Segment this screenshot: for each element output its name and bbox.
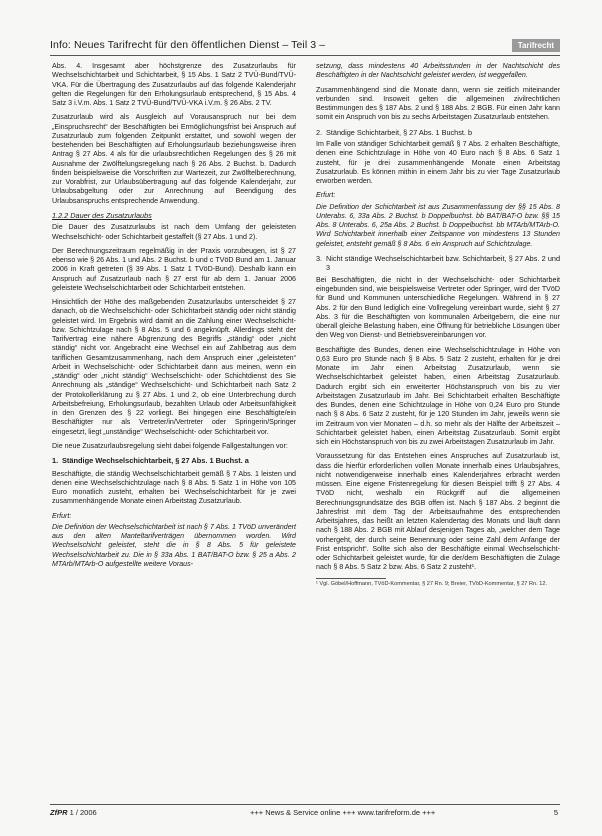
numbered-heading	[52, 456, 296, 466]
paragraph: Abs. 4. Insgesamt aber höchstgrenze des Zusatzurlaubs für Wechselschichtarbeit und Schichtarbeit, § 15 Abs. 1 Satz 2 TVÜ-Bund/TVÜ-VKA. Für die Übertragung des Zusatzurlaubs auf das folgende Kalenderjahr gelten die Regelungen für den Erholungsurlaub entsprechend, § 15 Abs. 4 Satz 3 i.V.m. Abs. 1 Satz 2 TVÜ-Bund/TVÜ-VKA i.V.m. § 26 Abs. 2 TV.	[52, 62, 296, 107]
paragraph: Der Berechnungszeitraum regelmäßig in der Praxis vorzubeugen, ist § 27 ebenso wie § 26 Abs. 1 und Abs. 2 Buchst. b und c TVöD Bund am 1. Januar 2006 in Kraft getreten (§ 39 Abs. 1 Satz 1 TVöD-Bund). Deshalb kann ein Anspruch auf Zusatzurlaub nach § 27 erst für ab dem 1. Januar 2006 geleistete Wechselschichtarbeit oder Schichtarbeit entstehen.	[52, 246, 296, 292]
heading-number: 3.	[316, 253, 323, 263]
header-title: Info: Neues Tarifrecht für den öffentlichen Dienst – Teil 3 –	[50, 39, 326, 51]
left-column	[52, 62, 296, 574]
issue-number: 1 / 2006	[69, 808, 97, 817]
paragraph: Bei Beschäftigten, die nicht in der Wechselschicht- oder Schichtarbeit eingebunden sind, wie beispielsweise Vertreter oder Springer, wird der TVöD für Bund und Kommunen unterschiedliche Regelungen. Während in § 27 Abs. 2 für den Bund lediglich eine Vollregelung vereinbart wurde, sieht § 27 Abs. 3 für die Beschäftigten von kommunalen Arbeitgebern, die eine nur überall gleiche Belastung haben, eine Öffnung für betriebliche Lösungen über den Weg von Dienst- und Betriebsvereinbarungen vor.	[316, 275, 560, 340]
paragraph: Die Dauer des Zusatzurlaubs ist nach dem Umfang der geleisteten Wechselschicht- oder Schichtarbeit gestaffelt (§ 27 Abs. 1 und 2).	[52, 223, 296, 241]
example-label: Erfurt:	[52, 511, 72, 520]
paragraph: Voraussetzung für das Entstehen eines Anspruches auf Zusatzurlaub ist, dass die hierfür erforderlichen vollen Monate innerhalb eines Urlaubsjahres, nicht notwendigerweise innerhalb eines Kalenderjahres erbracht werden müssen. Eine eigene Fristenregelung für diesen Beispiel trifft § 27 Abs. 4 TVöD nicht, weshalb ein Rückgriff auf die allgemeinen Berechnungsgrundsätze des BGB offen ist. Nach § 187 Abs. 2 beginnt die Jahresfrist mit dem Tag der Arbeitsaufnahme des entsprechenden Arbeitsjahres, das heißt an letzten Kalendertag des Monats und läuft dann nach § 188 Abs. 2 BGB mit Ablauf desjenigen Tages ab, „welcher dem Tage vorhergeht, der durch seine Benennung oder seine Zahl dem Anfange der Frist entspricht“. Sollte sich also der Beschäftigte einmal Wechselschicht- oder Schichtarbeit geleistet wurde, für die der/dem Beschäftigten die Zulage nach § 8 Abs. 5 Satz 2 bzw. Abs. 6 Satz 2 zusteht¹.	[316, 452, 560, 572]
heading-text: Nicht ständige Wechselschichtarbeit bzw. Schichtarbeit, § 27 Abs. 2 und 3	[326, 253, 560, 273]
numbered-heading	[316, 254, 560, 273]
paragraph: Hinsichtlich der Höhe des maßgebenden Zusatzurlaubs unterscheidet § 27 danach, ob die Wechselschicht- oder Schichtarbeit ständig oder nicht ständig geleistet wird. Im Ergebnis wird damit an die Zahlung einer Wechselschicht- bzw. Schichtzulage nach § 8 Abs. 5 und 6 angeknüpft. Allerdings steht der Tarifvertrag eine nähere Abgrenzung des Begriffs „ständig“ oder „nicht ständig“ nicht vor. Angebracht eine Wechsel ein auf Zahlbetrag aus dem tariflichen Gesamtzusammenhang, nach dem Anspruch einer „geleisteten“ Arbeit in Wechselschicht- oder Schichtarbeit dann aus meinen, wenn ein „ständig“ oder „nicht ständig“ Wechselschicht- oder Schichtdienst des Sie Anrechnung als „ständige“ Wechselschicht- und Schichtarbeit nach Satz 2 der Protokollerklärung zu § 27 Abs. 1 und 2, ob eine Unterbrechung durch Arbeitsbefreiung, Erholungsurlaub, bezahlten Urlaub oder Arbeitsunfähigkeit in den Grenzen des § 22 vorliegt. Bei hingegen eine Beschäftigte/ein Beschäftigter nur als Vertreter/in/Vertreter oder Springerin/Springer eingesetzt, liegt „unständige“ Wechselschicht- oder Schichtarbeit vor.	[52, 298, 296, 436]
footnote-divider	[316, 578, 386, 579]
paragraph: Im Falle von ständiger Schichtarbeit gemäß § 7 Abs. 2 erhalten Beschäftigte, denen eine Schichtzulage in Höhe von 40 Euro nach § 8 Abs. 6 Satz 1 zusteht, für je drei zusammenhängende Monate einen Arbeitstag Zusatzurlaub. Es können mithin in einem Jahr bis zu vier Tage Zusatzurlaub erworben werden.	[316, 140, 560, 185]
paragraph: Die neue Zusatzurlaubsregelung sieht dabei folgende Fallgestaltungen vor:	[52, 441, 288, 450]
paragraph: Zusammenhängend sind die Monate dann, wenn sie zeitlich miteinander verbunden sind. Insoweit gelten die allgemeinen zivilrechtlichen Bestimmungen des § 187 Abs. 2 und § 188 Abs. 2 BGB. Für einen Jahr kann somit ein Anspruch von bis zu sechs Arbeitstagen Zusatzurlaub entstehen.	[316, 85, 560, 122]
footnote: ¹ Vgl. Göbel/Hoffmann, TVöD-Kommentar, § 27 Rn. 9; Breier, TVöD-Kommentar, § 27 Rn. 12.	[316, 580, 548, 587]
heading-text: Ständige Wechselschichtarbeit, § 27 Abs. 1 Buchst. a	[62, 456, 249, 465]
paragraph: Beschäftigte, die ständig Wechselschichtarbeit gemäß § 7 Abs. 1 leisten und denen eine Wechselschichtzulage nach § 8 Abs. 5 Satz 1 in Höhe von 105 Euro monatlich zusteht, erhalten bei Wechselschichtarbeit für je zwei zusammenhängende Monate einen Arbeitstag Zusatzurlaub.	[52, 469, 296, 506]
footer-link[interactable]: +++ News & Service online +++ www.tarifreform.de +++	[250, 808, 436, 817]
page-footer	[50, 804, 560, 818]
italic-paragraph: setzung, dass mindestens 40 Arbeitsstunden in der Nachtschicht des Beschäftigten in der Nachtschicht geleistet werden, ist weggefallen.	[316, 62, 560, 80]
footer-issue	[50, 808, 97, 817]
page-number: 5	[553, 808, 558, 817]
paragraph: Beschäftigte des Bundes, denen eine Wechselschichtzulage in Höhe von 0,63 Euro pro Stunde nach § 8 Abs. 5 Satz 2 zusteht, erhalten für je drei Monate im Jahr einen Arbeitstag Zusatzurlaub, wenn sie Wechselschichtarbeit geleistet haben, einen Arbeitstag Zusatzurlaub. Dadurch ergibt sich ein erweiterter Höchstanspruch von bis zu vier Arbeitstagen Zusatzurlaub im Jahr. Bei Schichtarbeit erhalten Beschäftigte des Bundes, denen eine Schichtzulage in Höhe von 0,24 Euro pro Stunde nach § 8 Abs. 6 Satz 2 zusteht, für je 120 Stunden im Jahr, jeweils wenn sie im Zeitraum von vier Monaten – d.h. so mehr als der Hälfte der Arbeitszeit – Schichtarbeit geleistet haben, einen Arbeitstag Zusatzurlaub. Somit ergibt sich ein Höchstanspruch von bis zu zwei Arbeitstagen Zusatzurlaub im Jahr.	[316, 345, 560, 446]
right-column	[316, 62, 560, 588]
heading-number: 1.	[52, 456, 59, 465]
section-heading: 1.2.2 Dauer des Zusatzurlaubs	[52, 210, 152, 220]
italic-paragraph: Die Definition der Wechselschichtarbeit ist nach § 7 Abs. 1 TVöD unverändert aus den alten Manteltarifverträgen übernommen worden. Wird Wechselschicht geleistet, steht die in § 8 Abs. 5 für geleistete Wechselschichtarbeit zu. Die in § 33a Abs. 1 BAT/BAT-O bzw. § 25 a Abs. 2 MTArb/MTArb-O aufgestellte weitere Voraus-	[52, 522, 296, 568]
journal-logo: ZfPR	[50, 808, 68, 817]
paragraph: Zusatzurlaub wird als Ausgleich auf Vorausanspruch nur bei dem „Einspruchsrecht“ der Beschäftigten bei Ermöglichungsfrist bei Anspruch auf Zusatzurlaub zum folgenden Zeitpunkt erstattet, und sowohl wegen der bestehenden bei Beschäftigten auf Erholungsurlaub beziehungsweise ihren Antrag § 27 Abs. 4 als für die urlaubsrechtlichen Regelungen des § 26 mit Ausnahme der Zwölftelungsregelung nach § 26 Abs. 2 Buchst. b. Dadurch finden beispielsweise die Vorschriften zur Wartezeit, zur Zwölftelberechnung, zur Vorabfrist, zur Urlaubsübertragung auf das folgende Kalenderjahr, zur Urlaubsabgeltung oder zur Anrechnung auf Beendigung des Urlaubsanspruchs entsprechende Anwendung.	[52, 113, 296, 205]
example-label: Erfurt:	[316, 191, 336, 200]
page-header	[50, 36, 560, 56]
section-badge: Tarifrecht	[512, 39, 560, 52]
numbered-heading	[316, 128, 560, 138]
heading-number: 2.	[316, 127, 323, 137]
heading-text: Ständige Schichtarbeit, § 27 Abs. 1 Buchst. b	[326, 127, 473, 137]
italic-paragraph: Die Definition der Schichtarbeit ist aus Zusammenfassung der §§ 15 Abs. 8 Unterabs. 6, 33a Abs. 2 Buchst. b Doppelbuchst. bb BAT/BAT-O bzw. §§ 15 Abs. 8 Unterabs. 6, 25a Abs. 2 Buchst. b Doppelbuchst. bb MTArb/MTArb-O. Wird Schichtarbeit innerhalb einer Zeitspanne von mindestens 13 Stunden geleistet, entsteht gemäß § 8 Abs. 6 ein Anspruch auf Schichtzulage.	[316, 202, 560, 248]
